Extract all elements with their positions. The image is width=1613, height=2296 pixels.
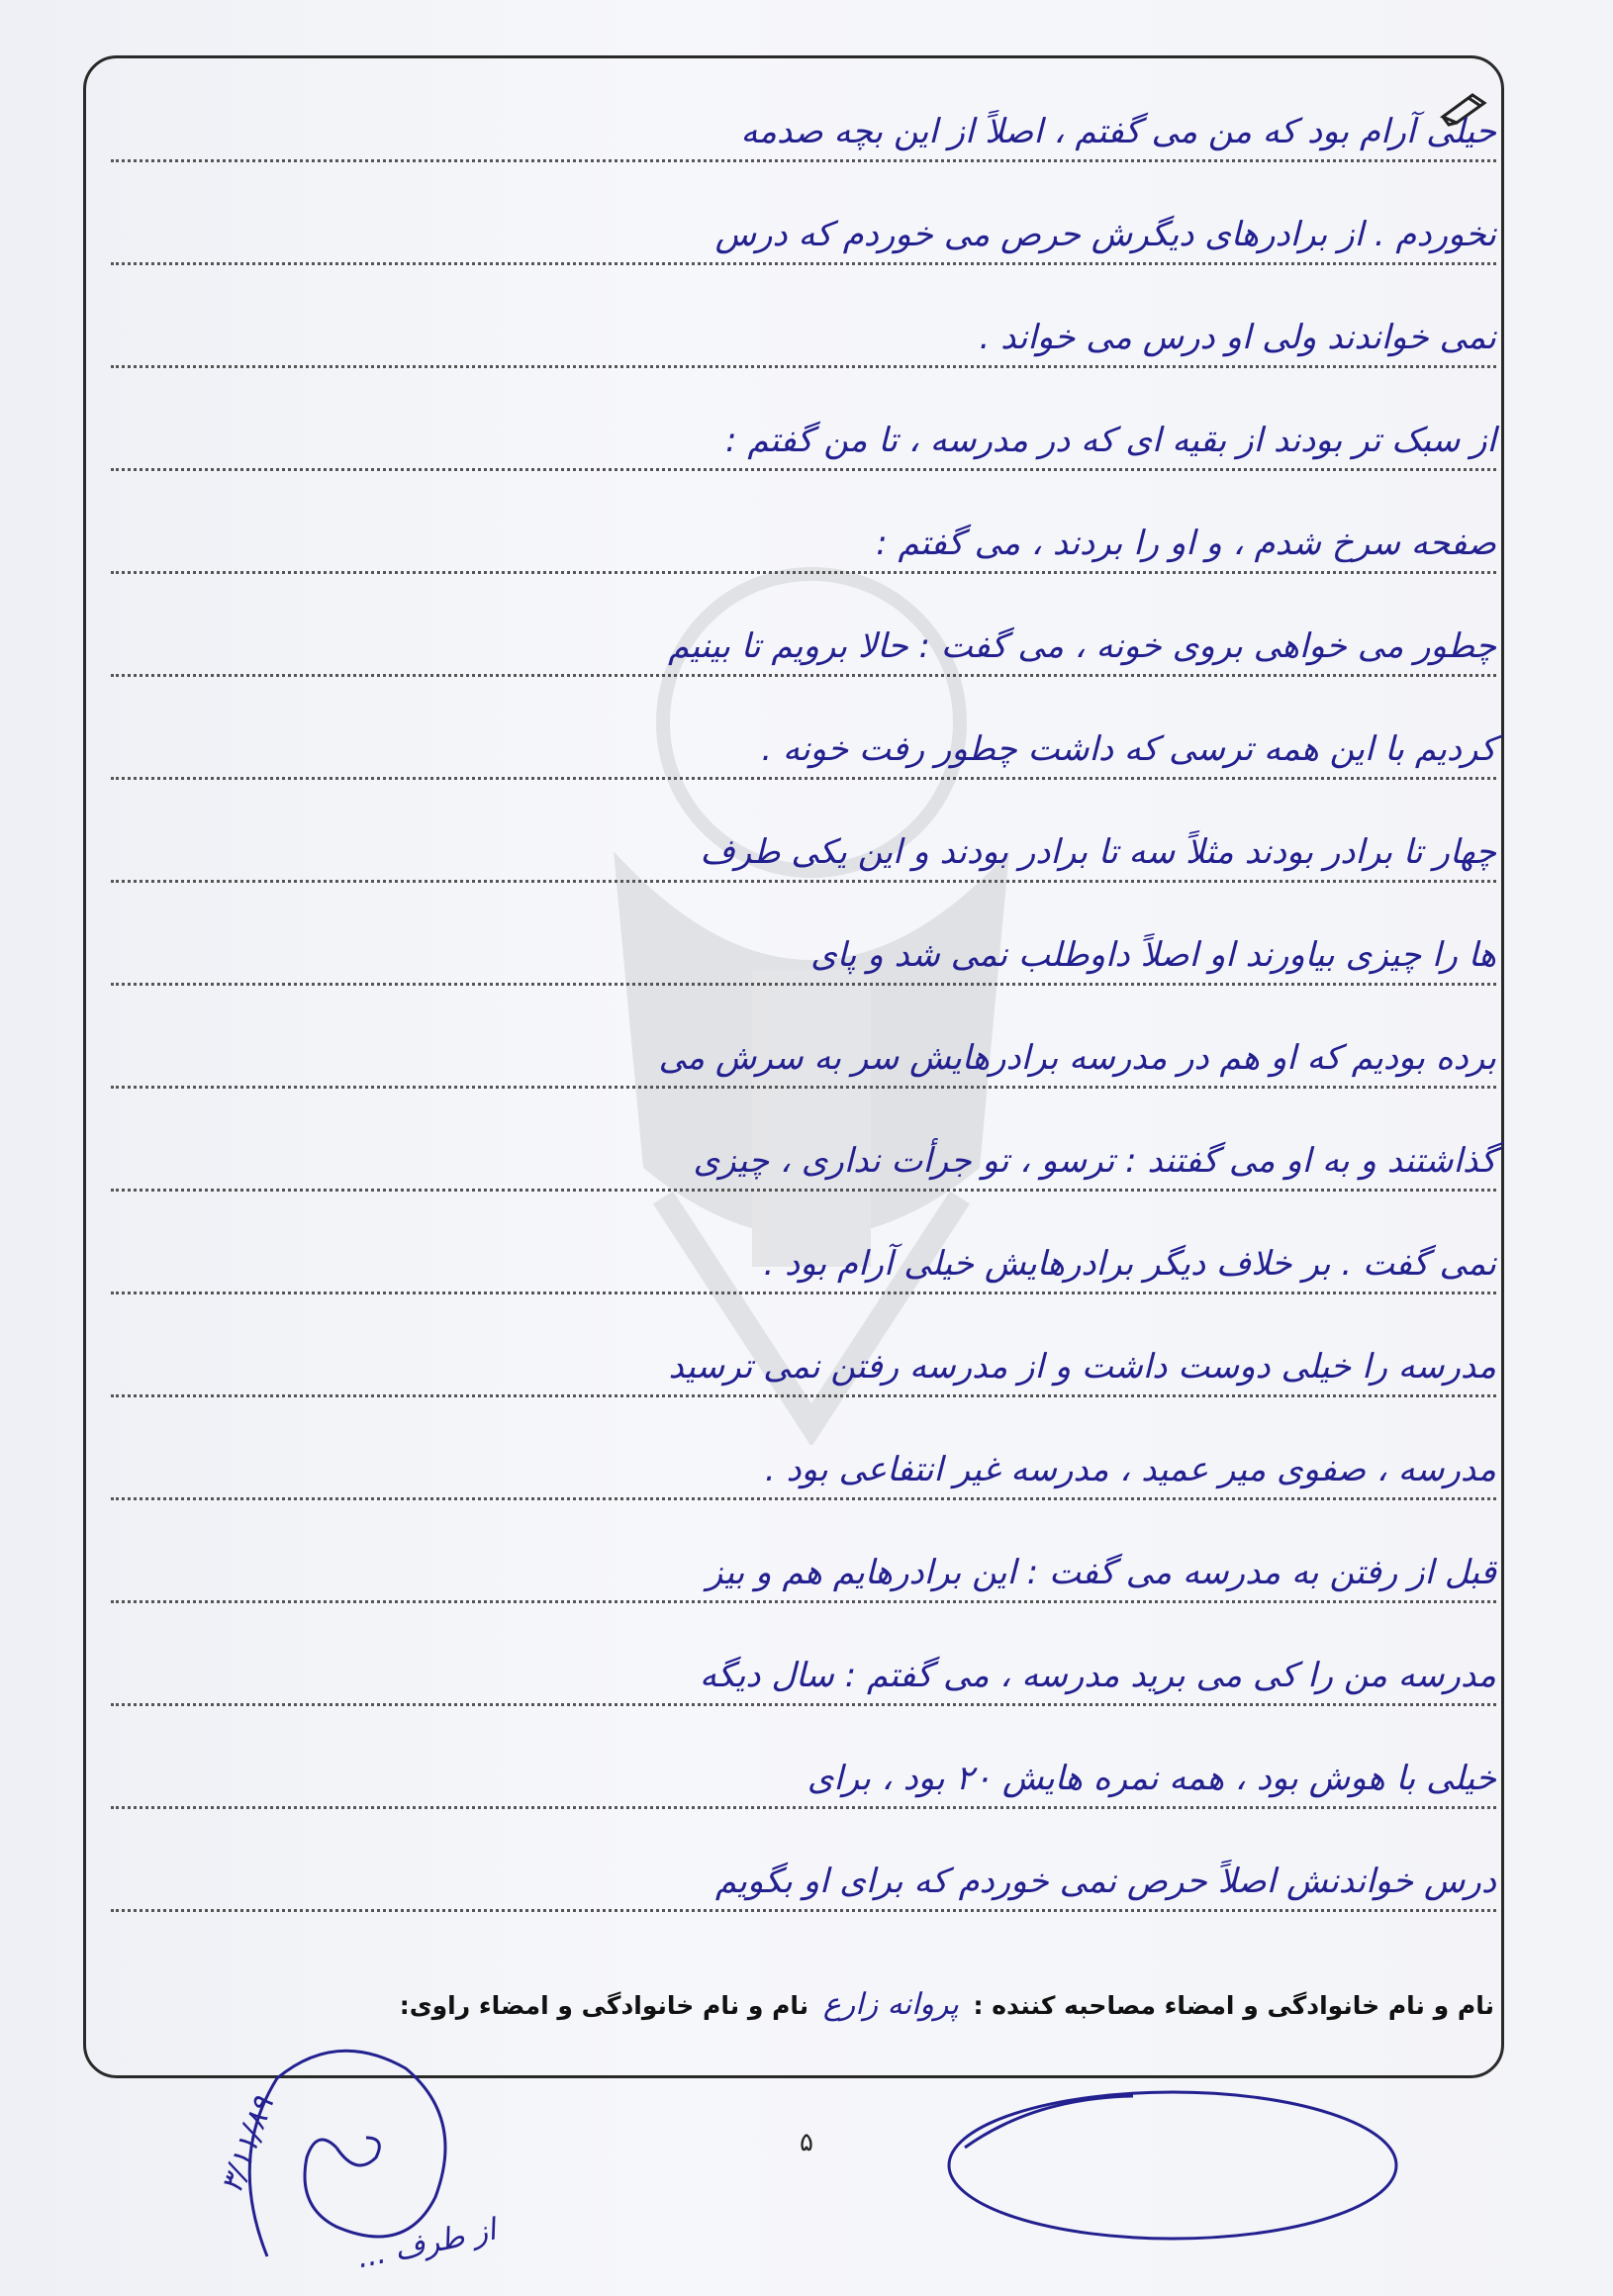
text-line-13: مدرسه را خیلی دوست داشت و از مدرسه رفتن نمی ترسید: [111, 1314, 1496, 1397]
text-line-10: برده بودیم که او هم در مدرسه برادرهایش سر به سرش می: [111, 1005, 1496, 1089]
page-number: ۵: [800, 2128, 813, 2157]
signature-name: از طرف ...: [353, 2212, 500, 2276]
text-line-14: مدرسه ، صفوی میر عمید ، مدرسه غیر انتفاعی بود .: [111, 1417, 1496, 1500]
text-line-6: چطور می خواهی بروی خونه ، می گفت : حالا برویم تا بینیم: [111, 594, 1496, 677]
text-line-18: درس خواندنش اصلاً حرص نمی خوردم که برای او بگویم: [111, 1829, 1496, 1912]
text-line-8: چهار تا برادر بودند مثلاً سه تا برادر بودند و این یکی طرف: [111, 800, 1496, 883]
text-line-2: نخوردم . از برادرهای دیگرش حرص می خوردم که درس: [111, 182, 1496, 265]
text-line-3: نمی خواندند ولی او درس می خواند .: [111, 285, 1496, 368]
text-line-5: صفحه سرخ شدم ، و او را بردند ، می گفتم :: [111, 491, 1496, 574]
text-line-17: خیلی با هوش بود ، همه نمره هایش ۲۰ بود ، برای: [111, 1726, 1496, 1809]
text-line-1: حیلی آرام بود که من می گفتم ، اصلاً از این بچه صدمه: [111, 79, 1496, 162]
interviewer-label: نام و نام خانوادگی و امضاء مصاحبه کننده :: [973, 1991, 1494, 2020]
signature-date: ۳/۱۱/۸۹: [214, 2092, 282, 2198]
text-line-11: گذاشتند و به او می گفتند : ترسو ، تو جرأت نداری ، چیزی: [111, 1108, 1496, 1192]
footer-signature-labels: [400, 1987, 1494, 2022]
signature-oval-icon: [935, 2078, 1410, 2247]
narrator-label: نام و نام خانوادگی و امضاء راوی:: [399, 1991, 809, 2020]
text-line-7: کردیم با این همه ترسی که داشت چطور رفت خونه .: [111, 697, 1496, 780]
text-line-4: از سبک تر بودند از بقیه ای که در مدرسه ، تا من گفتم :: [111, 388, 1496, 471]
text-line-15: قبل از رفتن به مدرسه می گفت : این برادرهایم هم و بیز: [111, 1520, 1496, 1603]
text-line-16: مدرسه من را کی می برید مدرسه ، می گفتم : سال دیگه: [111, 1623, 1496, 1706]
interviewer-name: پروانه زارع: [822, 1987, 959, 2022]
text-line-9: ها را چیزی بیاورند او اصلاً داوطلب نمی شد و پای: [111, 903, 1496, 986]
text-line-12: نمی گفت . بر خلاف دیگر برادرهایش خیلی آرام بود .: [111, 1211, 1496, 1294]
